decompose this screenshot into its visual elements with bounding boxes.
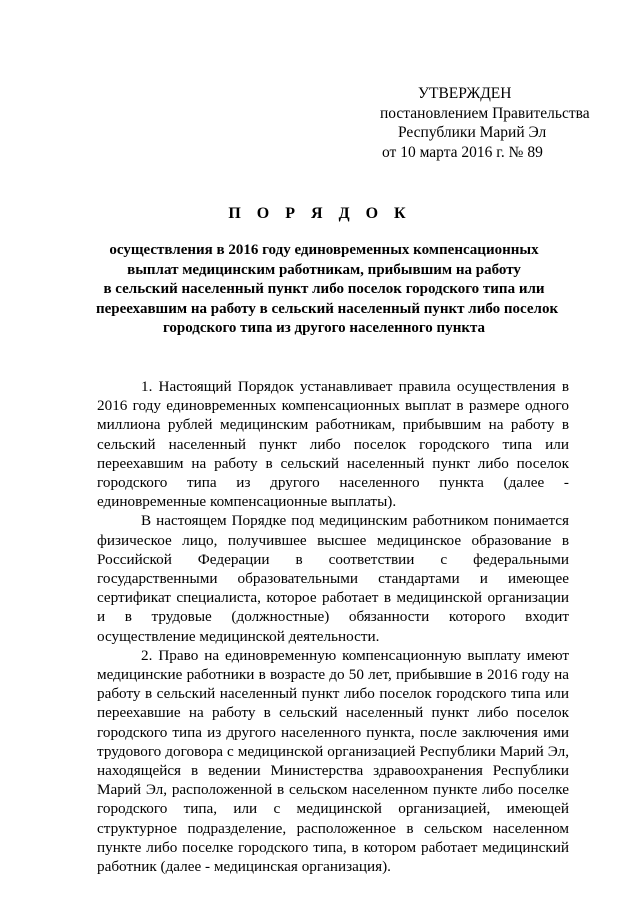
approval-title: УТВЕРЖДЕН bbox=[418, 85, 512, 102]
approval-stamp bbox=[380, 84, 620, 162]
subject-line: переехавшим на работу в сельский населенный пункт либо поселок bbox=[96, 300, 559, 317]
document-body bbox=[97, 377, 569, 876]
subject-line: городского типа из другого населенного пункта bbox=[162, 320, 486, 336]
paragraph-3: 2. Право на единовременную компенсационную выплату имеют медицинские работники в возрасте до 50 лет, прибывшие в 2016 году на работу в сельский населенный пункт либо поселок городского типа или переехавшие на работу в сельский населенный пункт либо поселок городского типа из другого населенного пункта, после заключения ими трудового договора с медицинской организацией Республики Марий Эл, находящейся в ведении Министерства здравоохранения Республики Марий Эл, расположенной в сельском населенном пункте либо поселке городского типа, или с медицинской организацией, имеющей структурное подразделение, расположенное в сельском населенном пункте либо поселке городского типа, в котором работает медицинский работник (далее - медицинская организация). bbox=[97, 646, 569, 876]
approval-line-date: от 10 марта 2016 г. № 89 bbox=[382, 143, 543, 161]
subject-line: выплат медицинским работникам, прибывшим на работу bbox=[127, 261, 521, 278]
document-subject bbox=[96, 241, 559, 339]
approval-line-resolution: постановлением Правительства bbox=[380, 104, 590, 122]
subject-line: в сельский населенный пункт либо поселок городского типа или bbox=[103, 281, 545, 297]
paragraph-1: 1. Настоящий Порядок устанавливает правила осуществления в 2016 году единовременных компенсационных выплат в размере одного миллиона рублей медицинским работникам, прибывшим на работу в сельский населенный пункт либо поселок городского типа или переехавшим на работу в сельский населенный пункт либо поселок городского типа из другого населенного пункта (далее - единовременные компенсационные выплаты). bbox=[97, 378, 569, 511]
document-heading: П О Р Я Д О К bbox=[228, 205, 412, 222]
approval-line-republic: Республики Марий Эл bbox=[398, 124, 547, 141]
paragraph-2: В настоящем Порядке под медицинским работником понимается физическое лицо, получившее высшее медицинское образование в Российской Федерации в соответствии с федеральными государственными образовательными стандартами и имеющее сертификат специалиста, которое работает в медицинской организации и в трудовые (должностные) обязанности которого входит осуществление медицинской деятельности. bbox=[97, 512, 569, 645]
subject-line: осуществления в 2016 году единовременных компенсационных bbox=[109, 242, 539, 258]
